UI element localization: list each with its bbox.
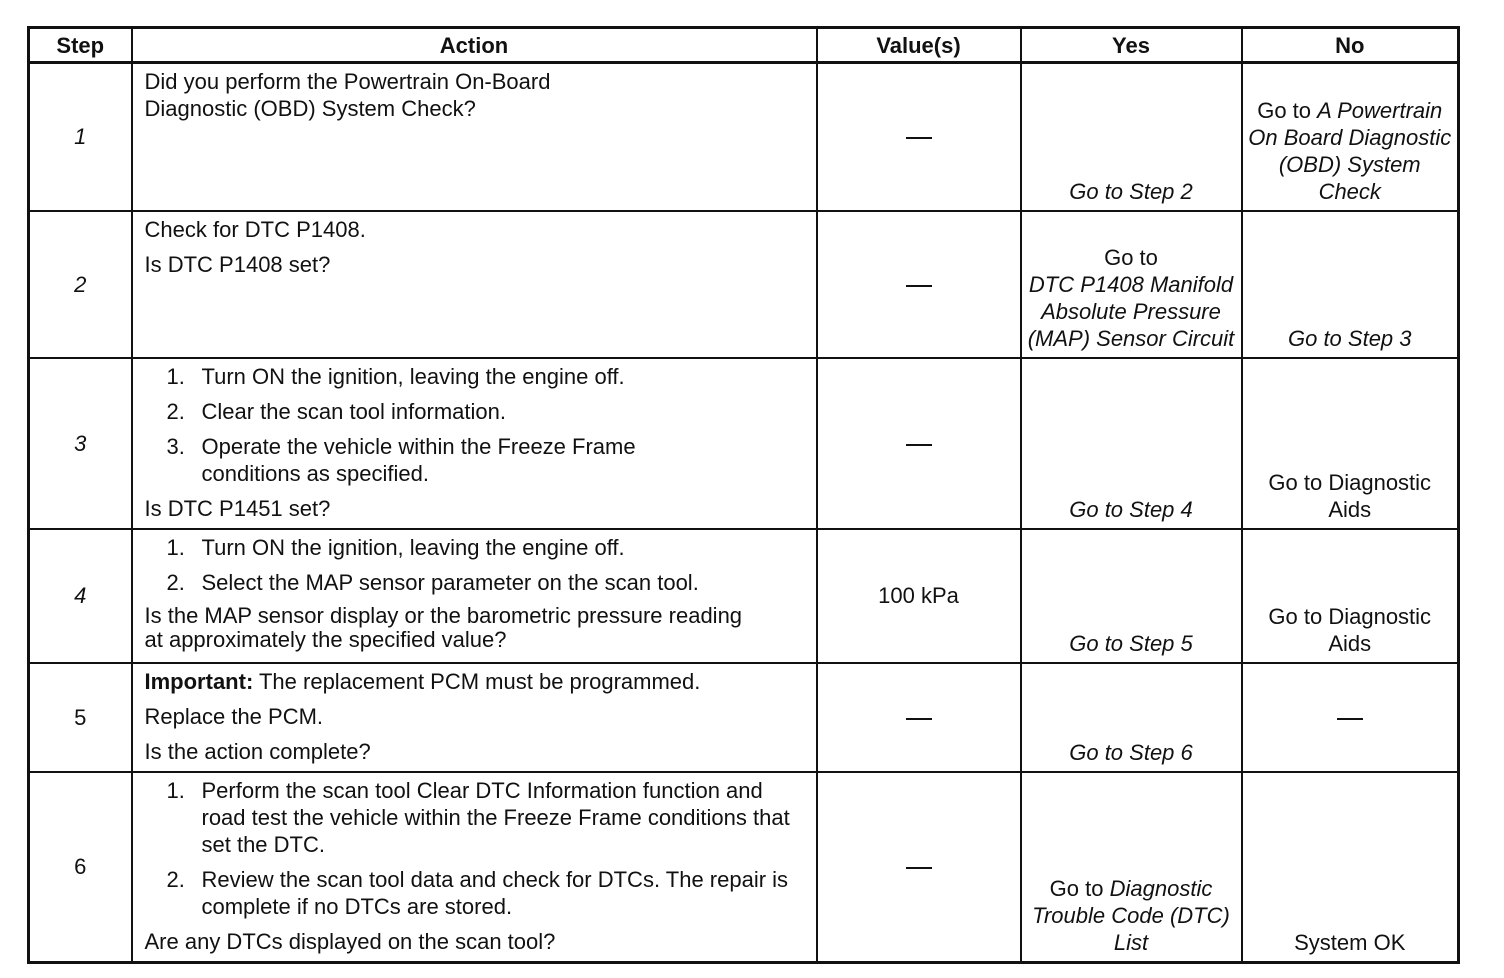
no-link[interactable]: A Powertrain On Board Diagnostic (OBD) System Check	[1248, 97, 1452, 204]
table-row	[29, 529, 1459, 663]
yes-link[interactable]: Go to Step 5	[1069, 630, 1193, 656]
action-text: Did you perform the Powertrain On-Board Diagnostic (OBD) System Check?	[144, 69, 551, 121]
header-row	[29, 28, 1459, 63]
action-question: Is the MAP sensor display or the barometric pressure reading at approximately the specified value?	[144, 602, 743, 652]
item-number: 2.	[166, 569, 185, 595]
important-text: The replacement PCM must be programmed.	[258, 668, 701, 694]
item-text: Perform the scan tool Clear DTC Information function and road test the vehicle within the Freeze Frame conditions that set the DTC.	[201, 777, 790, 857]
no-link[interactable]: Go to Diagnostic Aids	[1268, 603, 1432, 656]
yes-prefix: Go to	[1049, 875, 1104, 901]
yes-cell[interactable]	[1021, 358, 1242, 529]
dash-mark	[906, 137, 932, 139]
yes-link[interactable]: Go to Step 6	[1069, 739, 1193, 765]
yes-cell[interactable]	[1021, 663, 1242, 772]
table-row	[29, 211, 1459, 358]
action-cell	[132, 63, 817, 211]
header-yes: Yes	[1021, 28, 1242, 63]
table-row	[29, 63, 1459, 211]
item-text: Turn ON the ignition, leaving the engine off.	[201, 363, 625, 389]
action-cell	[132, 663, 817, 772]
item-text: Turn ON the ignition, leaving the engine off.	[201, 534, 625, 560]
yes-link[interactable]: Go to Step 2	[1069, 178, 1193, 204]
action-question: Is DTC P1451 set?	[144, 495, 331, 521]
important-note	[145, 668, 810, 695]
item-text: Operate the vehicle within the Freeze Frame conditions as specified.	[201, 433, 636, 486]
value-cell	[817, 63, 1021, 211]
action-cell	[132, 529, 817, 663]
item-text: Review the scan tool data and check for DTCs. The repair is complete if no DTCs are stored.	[201, 866, 789, 919]
item-number: 3.	[166, 433, 185, 459]
yes-cell[interactable]	[1021, 211, 1242, 358]
item-number: 1.	[166, 777, 185, 803]
dash-mark	[1337, 718, 1363, 720]
action-cell	[132, 772, 817, 963]
no-prefix: Go to	[1257, 97, 1312, 123]
list-item	[145, 363, 810, 390]
step-number: 4	[29, 529, 132, 663]
header-action: Action	[132, 28, 817, 63]
action-cell	[132, 358, 817, 529]
list-item	[145, 433, 712, 487]
item-text: Select the MAP sensor parameter on the scan tool.	[201, 569, 699, 595]
no-cell[interactable]	[1242, 211, 1459, 358]
yes-link[interactable]: DTC P1408 Manifold Absolute Pressure (MAP) Sensor Circuit	[1027, 271, 1235, 351]
yes-link[interactable]: Diagnostic Trouble Code (DTC) List	[1032, 875, 1230, 955]
value-cell	[817, 358, 1021, 529]
yes-cell[interactable]	[1021, 772, 1242, 963]
no-result: System OK	[1294, 929, 1406, 955]
table-row	[29, 772, 1459, 963]
item-number: 2.	[166, 398, 185, 424]
no-cell[interactable]	[1242, 63, 1459, 211]
no-cell	[1242, 663, 1459, 772]
yes-link[interactable]: Go to Step 4	[1069, 496, 1193, 522]
action-steps	[145, 777, 810, 920]
step-number: 2	[29, 211, 132, 358]
action-question: Is the action complete?	[144, 738, 371, 764]
list-item	[145, 866, 810, 920]
dash-mark	[906, 285, 932, 287]
table-row	[29, 358, 1459, 529]
no-cell	[1242, 772, 1459, 963]
no-link[interactable]: Go to Step 3	[1287, 325, 1412, 351]
diagnostic-table	[27, 26, 1460, 964]
value-cell	[817, 211, 1021, 358]
dash-mark	[906, 444, 932, 446]
action-question: Are any DTCs displayed on the scan tool?	[144, 928, 556, 954]
header-no: No	[1242, 28, 1459, 63]
no-link[interactable]: Go to Diagnostic Aids	[1268, 469, 1432, 522]
step-number: 6	[29, 772, 132, 963]
action-cell	[132, 211, 817, 358]
list-item	[145, 569, 810, 596]
item-number: 1.	[166, 534, 185, 560]
no-cell[interactable]	[1242, 358, 1459, 529]
value-cell	[817, 663, 1021, 772]
list-item	[145, 777, 810, 858]
yes-prefix: Go to	[1104, 244, 1158, 270]
action-steps	[145, 363, 810, 487]
item-number: 1.	[166, 363, 185, 389]
item-number: 2.	[166, 866, 185, 892]
yes-cell[interactable]	[1021, 63, 1242, 211]
action-question: Is DTC P1408 set?	[144, 251, 331, 277]
header-values: Value(s)	[817, 28, 1021, 63]
header-step: Step	[29, 28, 132, 63]
dash-mark	[906, 718, 932, 720]
action-steps	[145, 534, 810, 596]
no-cell[interactable]	[1242, 529, 1459, 663]
yes-cell[interactable]	[1021, 529, 1242, 663]
step-number: 5	[29, 663, 132, 772]
action-text: Check for DTC P1408.	[144, 216, 366, 242]
important-label: Important:	[144, 668, 254, 694]
dash-mark	[906, 867, 932, 869]
value-cell: 100 kPa	[817, 529, 1021, 663]
table-row	[29, 663, 1459, 772]
list-item	[145, 398, 810, 425]
action-text: Replace the PCM.	[144, 703, 324, 729]
step-number: 3	[29, 358, 132, 529]
value-cell	[817, 772, 1021, 963]
item-text: Clear the scan tool information.	[201, 398, 506, 424]
list-item	[145, 534, 810, 561]
step-number: 1	[29, 63, 132, 211]
